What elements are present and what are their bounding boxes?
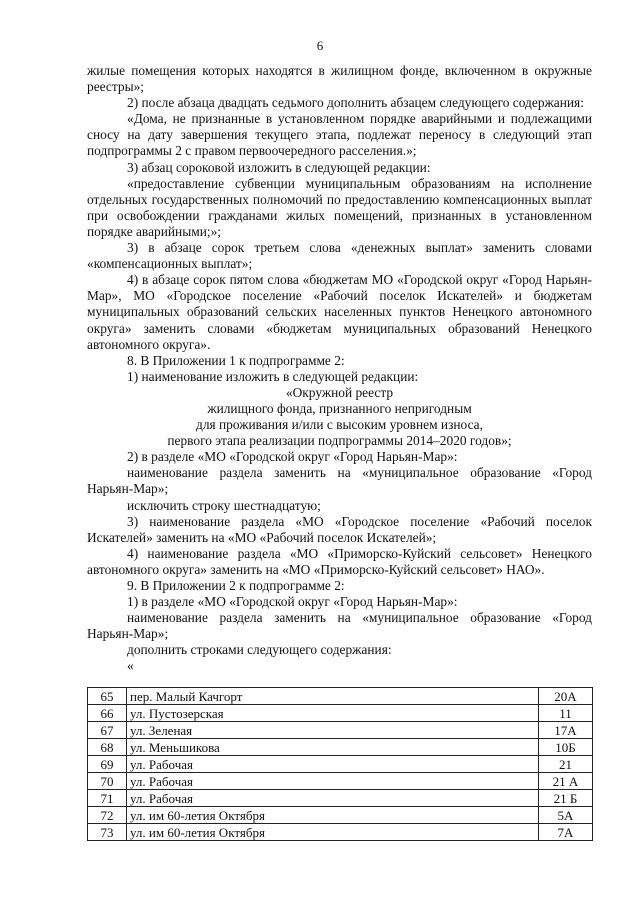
street-cell: ул. Зеленая: [127, 722, 539, 739]
row-number: 67: [88, 722, 127, 739]
house-number-cell: 11: [539, 705, 593, 722]
house-number-cell: 21: [539, 756, 593, 773]
street-cell: ул. Пустозерская: [127, 705, 539, 722]
house-number-cell: 21 А: [539, 773, 593, 790]
row-number: 68: [88, 739, 127, 756]
table-row: [88, 739, 593, 756]
street-cell: ул. Рабочая: [127, 756, 539, 773]
paragraph: 3) в абзаце сорок третьем слова «денежных выплат» заменить словами «компенсационных выплат»;: [87, 240, 592, 272]
paragraph: 2) после абзаца двадцать седьмого дополнить абзацем следующего содержания:: [127, 95, 584, 111]
table-row: [88, 722, 593, 739]
registry-title-line: жилищного фонда, признанного непригодным: [207, 400, 472, 416]
housing-table: [87, 687, 593, 841]
house-number-cell: 10Б: [539, 739, 593, 756]
paragraph: 2) в разделе «МО «Городской округ «Город Нарьян-Мар»:: [127, 449, 458, 465]
paragraph: дополнить строками следующего содержания:: [127, 642, 392, 658]
street-cell: ул. им 60-летия Октября: [127, 807, 539, 824]
paragraph: 3) наименование раздела «МО «Городское поселение «Рабочий поселок Искателей» заменить на «МО «Рабочий поселок Искателей»;: [87, 513, 592, 545]
table-row: [88, 824, 593, 841]
paragraph: «предоставление субвенции муниципальным образованиям на исполнение отдельных государственных полномочий по предоставлению компенсационных выплат при освобождении гражданами жилых помещений, признанных в установленном порядке аварийными;»;: [87, 175, 592, 239]
paragraph: 1) в разделе «МО «Городской округ «Город Нарьян-Мар»:: [127, 594, 458, 610]
street-cell: пер. Малый Качгорт: [127, 688, 539, 705]
table-row: [88, 807, 593, 824]
paragraph: 4) наименование раздела «МО «Приморско-Куйский сельсовет» Ненецкого автономного округа» заменить на «МО «Приморско-Куйский сельсовет» НАО».: [87, 545, 592, 577]
row-number: 72: [88, 807, 127, 824]
street-cell: ул. Меньшикова: [127, 739, 539, 756]
paragraph: исключить строку шестнадцатую;: [127, 497, 321, 513]
section-heading: 8. В Приложении 1 к подпрограмме 2:: [127, 352, 345, 368]
house-number-cell: 17А: [539, 722, 593, 739]
paragraph: 3) абзац сороковой изложить в следующей редакции:: [127, 159, 431, 175]
table-row: [88, 756, 593, 773]
row-number: 69: [88, 756, 127, 773]
paragraph: наименование раздела заменить на «муниципальное образование «Город Нарьян-Мар»;: [87, 610, 592, 642]
row-number: 66: [88, 705, 127, 722]
street-cell: ул. Рабочая: [127, 790, 539, 807]
paragraph: наименование раздела заменить на «муниципальное образование «Город Нарьян-Мар»;: [87, 465, 592, 497]
document-body: [87, 63, 592, 675]
table-row: [88, 705, 593, 722]
row-number: 71: [88, 790, 127, 807]
paragraph: жилые помещения которых находятся в жилищном фонде, включенном в окружные реестры»;: [87, 63, 592, 95]
open-quote: «: [127, 658, 134, 674]
registry-title-line: «Окружной реестр: [285, 384, 394, 400]
house-number-cell: 20А: [539, 688, 593, 705]
paragraph: «Дома, не признанные в установленном порядке аварийными и подлежащими сносу на дату завершения текущего этапа, подлежат переносу в следующий этап подпрограммы 2 с правом первоочередного расселения.»;: [87, 111, 592, 159]
house-number-cell: 7А: [539, 824, 593, 841]
registry-title-line: первого этапа реализации подпрограммы 2014–2020 годов»;: [167, 433, 512, 449]
house-number-cell: 21 Б: [539, 790, 593, 807]
house-number-cell: 5А: [539, 807, 593, 824]
row-number: 70: [88, 773, 127, 790]
registry-title-line: для проживания и/или с высоким уровнем износа,: [196, 417, 483, 433]
page-number: 6: [316, 38, 324, 53]
table-row: [88, 688, 593, 705]
street-cell: ул. им 60-летия Октября: [127, 824, 539, 841]
street-cell: ул. Рабочая: [127, 773, 539, 790]
row-number: 65: [88, 688, 127, 705]
section-heading: 9. В Приложении 2 к подпрограмме 2:: [127, 578, 345, 593]
paragraph: 4) в абзаце сорок пятом слова «бюджетам МО «Городской округ «Город Нарьян-Мар», МО «Городское поселение «Рабочий поселок Искателей» и бюджетам муниципальных образований сельских населенных пунктов Ненецкого автономного округа» заменить словами «бюджетам муниципальных образований Ненецкого автономного округа».: [87, 272, 592, 352]
table-row: [88, 773, 593, 790]
paragraph: 1) наименование изложить в следующей редакции:: [127, 368, 419, 384]
row-number: 73: [88, 824, 127, 841]
table-row: [88, 790, 593, 807]
